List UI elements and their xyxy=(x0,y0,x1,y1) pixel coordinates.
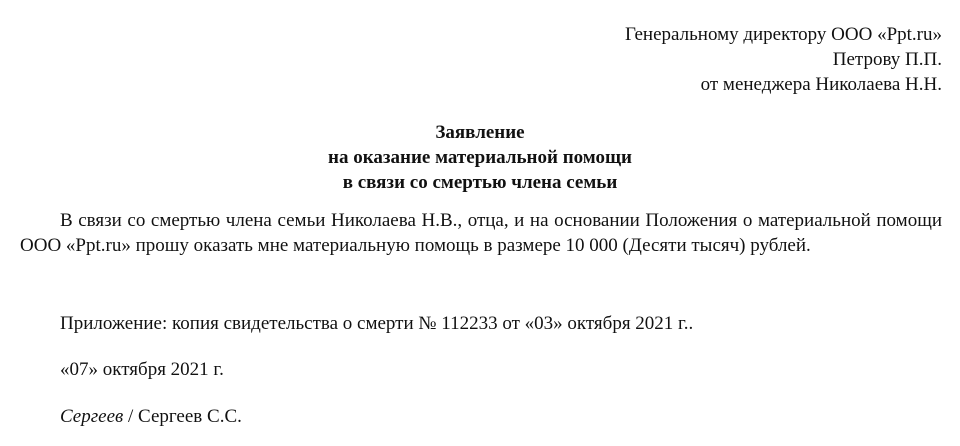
title-line-2: на оказание материальной помощи xyxy=(328,147,632,168)
addressee-from: от менеджера Николаева Н.Н. xyxy=(700,74,942,95)
addressee-director: Генеральному директору ООО «Ppt.ru» xyxy=(624,24,942,45)
signature-line xyxy=(60,404,242,429)
signature-separator: / xyxy=(123,406,139,427)
title-line-3: в связи со смертью члена семьи xyxy=(342,172,618,193)
document-title xyxy=(0,120,960,195)
document-date: «07» октября 2021 г. xyxy=(60,359,224,380)
request-paragraph: В связи со смертью члена семьи Николаева Н.В., отца, и на основании Положения о материальной помощи ООО «Ppt.ru» прошу оказать мне материальную помощь в размере 10 000 (Десяти тысяч) рублей. xyxy=(20,210,942,256)
addressee-name: Петрову П.П. xyxy=(832,49,942,70)
signature-printed-name: Сергеев С.С. xyxy=(138,406,242,427)
addressee-block xyxy=(625,22,942,97)
attachment-line: Приложение: копия свидетельства о смерти № 112233 от «03» октября 2021 г.. xyxy=(60,313,694,334)
title-line-1: Заявление xyxy=(435,122,525,143)
signature-handwritten: Сергеев xyxy=(60,406,124,427)
